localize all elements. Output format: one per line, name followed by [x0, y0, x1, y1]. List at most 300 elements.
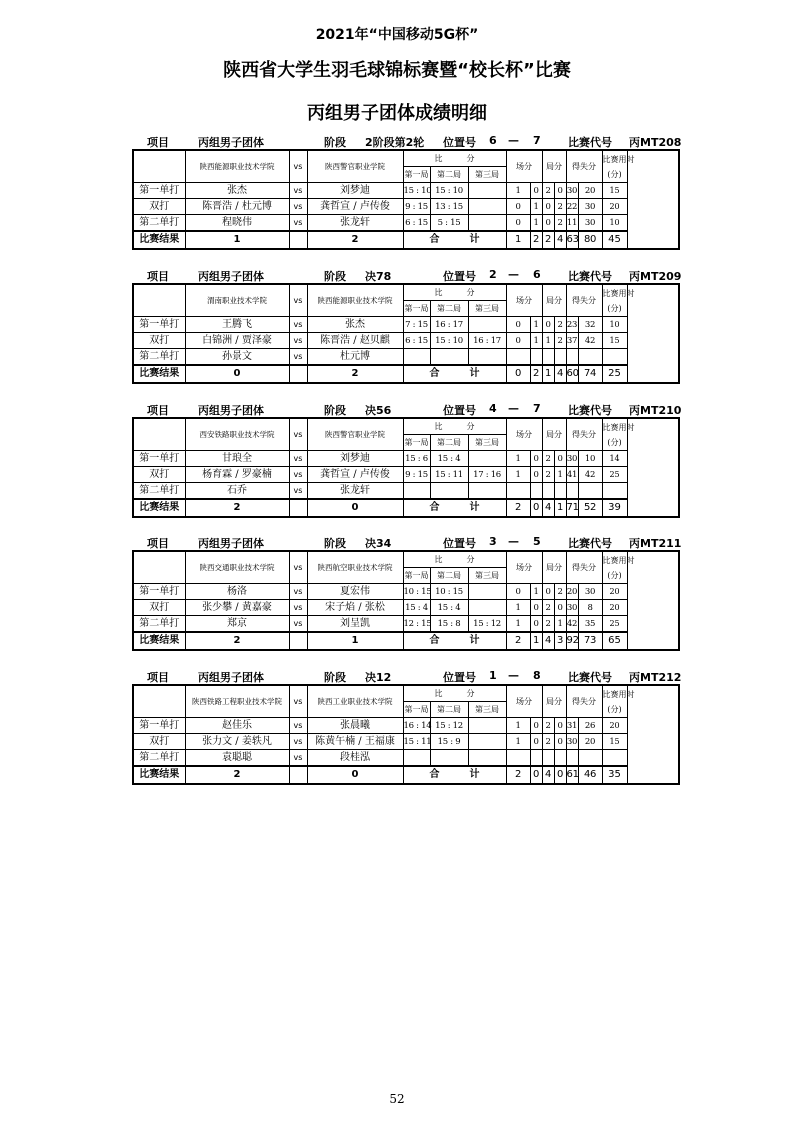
game1-score — [403, 349, 430, 366]
game-points-lost: 0 — [554, 451, 566, 467]
time-header — [602, 685, 635, 718]
match-table — [132, 417, 680, 518]
result-team-b: 0 — [307, 499, 403, 517]
total-time: 65 — [602, 632, 627, 650]
player-b: 陈晋浩 / 赵贝麒 — [307, 333, 403, 349]
total-game-points-won: 4 — [542, 632, 554, 650]
vs-label: vs — [289, 284, 307, 317]
table-row — [133, 215, 679, 232]
time-header-line1: 比赛用时 — [602, 154, 635, 164]
game3-score — [468, 600, 506, 616]
points-won: 30 — [566, 183, 578, 199]
game-points-won — [542, 750, 554, 767]
table-header-row — [133, 551, 679, 568]
row-label: 双打 — [133, 199, 185, 215]
match-code: 丙MT211 — [629, 537, 682, 550]
team-b-name: 陕西工业职业技术学院 — [307, 685, 403, 718]
project-label: 项目 — [147, 537, 169, 550]
match-points-won: 1 — [506, 718, 530, 734]
game2-score — [430, 349, 468, 366]
game-points-lost: 0 — [554, 718, 566, 734]
result-label: 比赛结果 — [133, 231, 185, 249]
time-header-line2: (分) — [607, 303, 622, 313]
position-a: 3 — [489, 535, 497, 548]
match-points-won: 0 — [506, 317, 530, 333]
game1-score: 15 : 10 — [403, 183, 430, 199]
position-b: 8 — [533, 669, 541, 682]
match-points-won: 1 — [506, 467, 530, 483]
result-team-a: 1 — [185, 231, 289, 249]
points-lost: 32 — [578, 317, 602, 333]
game-points-won: 2 — [542, 616, 554, 633]
match-points-won: 1 — [506, 600, 530, 616]
result-row — [133, 766, 679, 784]
result-team-a: 2 — [185, 632, 289, 650]
match-points-lost: 1 — [530, 317, 542, 333]
game1-score: 15 : 6 — [403, 451, 430, 467]
result-spacer — [289, 766, 307, 784]
total-time: 39 — [602, 499, 627, 517]
game1-score: 15 : 4 — [403, 600, 430, 616]
points-lost: 30 — [578, 199, 602, 215]
game-points-won: 0 — [542, 317, 554, 333]
game-points-won — [542, 349, 554, 366]
position-label: 位置号 — [443, 537, 476, 550]
game2-score: 10 : 15 — [430, 584, 468, 600]
match-header — [132, 669, 682, 684]
game3-score: 17 : 16 — [468, 467, 506, 483]
vs-label: vs — [289, 317, 307, 333]
game3-score: 16 : 17 — [468, 333, 506, 349]
stage-value: 决78 — [365, 270, 392, 283]
points-header: 得失分 — [566, 551, 602, 584]
game-points-header: 局分 — [542, 418, 566, 451]
vs-label: vs — [289, 150, 307, 183]
points-won: 42 — [566, 616, 578, 633]
team-b-name: 陕西警官职业学院 — [307, 418, 403, 451]
position-b: 6 — [533, 268, 541, 281]
match-header — [132, 402, 682, 417]
points-won: 37 — [566, 333, 578, 349]
game-points-lost: 2 — [554, 333, 566, 349]
game3-score — [468, 199, 506, 215]
total-match-points-lost: 0 — [530, 766, 542, 784]
vs-label: vs — [289, 451, 307, 467]
position-a: 4 — [489, 402, 497, 415]
position-dash: — — [508, 402, 519, 415]
match-block — [132, 669, 682, 785]
game-points-won: 2 — [542, 467, 554, 483]
total-game-points-won: 4 — [542, 499, 554, 517]
points-won: 23 — [566, 317, 578, 333]
game-points-won: 1 — [542, 333, 554, 349]
game1-score: 16 : 14 — [403, 718, 430, 734]
position-b: 7 — [533, 134, 541, 147]
result-spacer — [289, 231, 307, 249]
total-time: 45 — [602, 231, 627, 249]
player-a: 张杰 — [185, 183, 289, 199]
position-b: 5 — [533, 535, 541, 548]
match-points-lost: 1 — [530, 584, 542, 600]
row-label: 第二单打 — [133, 750, 185, 767]
game2-score: 13 : 15 — [430, 199, 468, 215]
corner-cell — [133, 551, 185, 584]
points-won: 20 — [566, 584, 578, 600]
game-points-won: 0 — [542, 584, 554, 600]
player-a: 袁聪聪 — [185, 750, 289, 767]
player-b: 陈黄午楠 / 王福康 — [307, 734, 403, 750]
points-won: 41 — [566, 467, 578, 483]
game1-header: 第一局 — [403, 167, 430, 183]
game-points-lost: 1 — [554, 616, 566, 633]
total-game-points-won: 1 — [542, 365, 554, 383]
game2-score: 15 : 4 — [430, 600, 468, 616]
match-points-header: 场分 — [506, 418, 542, 451]
game3-header: 第三局 — [468, 301, 506, 317]
player-b: 宋子焰 / 张松 — [307, 600, 403, 616]
game3-score — [468, 215, 506, 232]
position-dash: — — [508, 535, 519, 548]
total-label: 合 计 — [403, 231, 506, 249]
total-label: 合 计 — [403, 632, 506, 650]
match-code: 丙MT208 — [629, 136, 682, 149]
match-code: 丙MT209 — [629, 270, 682, 283]
match-time: 20 — [602, 600, 627, 616]
vs-label: vs — [289, 750, 307, 767]
vs-label: vs — [289, 551, 307, 584]
result-label: 比赛结果 — [133, 632, 185, 650]
player-b: 张龙轩 — [307, 483, 403, 500]
time-header-line1: 比赛用时 — [602, 422, 635, 432]
row-label: 第二单打 — [133, 616, 185, 633]
points-lost — [578, 750, 602, 767]
game1-header: 第一局 — [403, 301, 430, 317]
time-header-line2: (分) — [607, 704, 622, 714]
match-points-lost: 0 — [530, 616, 542, 633]
player-b: 龚哲宣 / 卢传俊 — [307, 467, 403, 483]
score-header: 比 分 — [403, 284, 506, 301]
time-header — [602, 551, 635, 584]
game3-header: 第三局 — [468, 568, 506, 584]
game3-score — [468, 718, 506, 734]
result-spacer — [289, 499, 307, 517]
time-header — [602, 418, 635, 451]
match-points-lost — [530, 349, 542, 366]
player-b: 杜元博 — [307, 349, 403, 366]
game1-score: 15 : 11 — [403, 734, 430, 750]
player-a: 程晓伟 — [185, 215, 289, 232]
match-code-label: 比赛代号 — [568, 136, 612, 149]
match-time: 25 — [602, 467, 627, 483]
table-row — [133, 734, 679, 750]
game1-header: 第一局 — [403, 568, 430, 584]
total-game-points-won: 4 — [542, 766, 554, 784]
team-b-name: 陕西警官职业学院 — [307, 150, 403, 183]
vs-label: vs — [289, 600, 307, 616]
game2-score: 15 : 10 — [430, 333, 468, 349]
points-won: 30 — [566, 600, 578, 616]
match-table — [132, 149, 680, 250]
points-lost: 10 — [578, 451, 602, 467]
result-team-b: 2 — [307, 231, 403, 249]
match-points-won: 0 — [506, 199, 530, 215]
game-points-lost: 0 — [554, 600, 566, 616]
row-label: 第二单打 — [133, 483, 185, 500]
points-lost — [578, 483, 602, 500]
game1-score — [403, 483, 430, 500]
player-a: 张力文 / 姜轶凡 — [185, 734, 289, 750]
game-points-lost: 2 — [554, 215, 566, 232]
match-points-lost: 1 — [530, 199, 542, 215]
player-a: 王腾飞 — [185, 317, 289, 333]
vs-label: vs — [289, 483, 307, 500]
game3-score — [468, 584, 506, 600]
game-points-lost: 0 — [554, 734, 566, 750]
match-points-lost: 1 — [530, 215, 542, 232]
match-points-header: 场分 — [506, 685, 542, 718]
stage-value: 决56 — [365, 404, 392, 417]
points-lost: 30 — [578, 215, 602, 232]
page-number: 52 — [389, 1092, 405, 1106]
result-row — [133, 231, 679, 249]
game3-score — [468, 349, 506, 366]
vs-label: vs — [289, 418, 307, 451]
points-won: 30 — [566, 734, 578, 750]
row-label: 第二单打 — [133, 215, 185, 232]
match-time: 14 — [602, 451, 627, 467]
corner-cell — [133, 150, 185, 183]
total-game-points-won: 2 — [542, 231, 554, 249]
vs-label: vs — [289, 199, 307, 215]
project-name: 丙组男子团体 — [198, 671, 264, 684]
game3-score — [468, 317, 506, 333]
points-lost: 35 — [578, 616, 602, 633]
match-points-won — [506, 750, 530, 767]
match-code: 丙MT210 — [629, 404, 682, 417]
points-header: 得失分 — [566, 685, 602, 718]
game3-score — [468, 183, 506, 199]
match-table — [132, 684, 680, 785]
game1-score: 9 : 15 — [403, 467, 430, 483]
total-match-points-lost: 2 — [530, 231, 542, 249]
match-block — [132, 134, 682, 250]
game2-score — [430, 483, 468, 500]
match-time: 20 — [602, 718, 627, 734]
game-points-header: 局分 — [542, 685, 566, 718]
game-points-header: 局分 — [542, 551, 566, 584]
position-a: 6 — [489, 134, 497, 147]
points-won — [566, 750, 578, 767]
total-points-lost: 52 — [578, 499, 602, 517]
points-header: 得失分 — [566, 150, 602, 183]
tournament-title: 陕西省大学生羽毛球锦标赛暨“校长杯”比赛 — [223, 60, 571, 81]
total-match-points-won: 2 — [506, 499, 530, 517]
result-row — [133, 499, 679, 517]
total-points-lost: 80 — [578, 231, 602, 249]
score-header: 比 分 — [403, 150, 506, 167]
table-row — [133, 467, 679, 483]
points-lost: 30 — [578, 584, 602, 600]
table-row — [133, 183, 679, 199]
player-b: 段桂泓 — [307, 750, 403, 767]
project-label: 项目 — [147, 136, 169, 149]
table-row — [133, 584, 679, 600]
points-lost — [578, 349, 602, 366]
position-dash: — — [508, 268, 519, 281]
game2-header: 第二局 — [430, 435, 468, 451]
game-points-lost — [554, 349, 566, 366]
game2-score: 15 : 9 — [430, 734, 468, 750]
table-header-row — [133, 284, 679, 301]
match-points-won: 0 — [506, 333, 530, 349]
table-row — [133, 750, 679, 767]
total-match-points-lost: 1 — [530, 632, 542, 650]
time-header-line2: (分) — [607, 570, 622, 580]
match-points-won — [506, 349, 530, 366]
table-row — [133, 199, 679, 215]
match-time: 10 — [602, 215, 627, 232]
game-points-header: 局分 — [542, 284, 566, 317]
match-time: 20 — [602, 199, 627, 215]
game-points-won: 2 — [542, 734, 554, 750]
game-points-lost: 2 — [554, 317, 566, 333]
corner-cell — [133, 685, 185, 718]
position-label: 位置号 — [443, 404, 476, 417]
game2-score: 15 : 4 — [430, 451, 468, 467]
match-header — [132, 268, 682, 283]
match-points-lost — [530, 750, 542, 767]
table-row — [133, 600, 679, 616]
total-match-points-won: 2 — [506, 632, 530, 650]
player-b: 夏宏伟 — [307, 584, 403, 600]
points-header: 得失分 — [566, 284, 602, 317]
match-points-lost: 0 — [530, 451, 542, 467]
total-match-points-won: 1 — [506, 231, 530, 249]
team-b-name: 陕西航空职业技术学院 — [307, 551, 403, 584]
vs-label: vs — [289, 685, 307, 718]
table-row — [133, 451, 679, 467]
player-a: 白锦洲 / 贾泽豪 — [185, 333, 289, 349]
vs-label: vs — [289, 718, 307, 734]
time-header-line2: (分) — [607, 169, 622, 179]
result-spacer — [289, 632, 307, 650]
points-won: 11 — [566, 215, 578, 232]
total-time: 35 — [602, 766, 627, 784]
total-points-lost: 74 — [578, 365, 602, 383]
score-header: 比 分 — [403, 551, 506, 568]
project-label: 项目 — [147, 404, 169, 417]
position-dash: — — [508, 134, 519, 147]
game-points-won: 2 — [542, 451, 554, 467]
total-points-won: 92 — [566, 632, 578, 650]
match-points-header: 场分 — [506, 150, 542, 183]
team-b-name: 陕西能源职业技术学院 — [307, 284, 403, 317]
match-time — [602, 349, 627, 366]
match-points-lost — [530, 483, 542, 500]
total-game-points-lost: 3 — [554, 632, 566, 650]
match-points-won: 1 — [506, 451, 530, 467]
position-dash: — — [508, 669, 519, 682]
stage-label: 阶段 — [324, 270, 346, 283]
game-points-won: 0 — [542, 215, 554, 232]
stage-label: 阶段 — [324, 404, 346, 417]
result-label: 比赛结果 — [133, 365, 185, 383]
player-a: 甘琅全 — [185, 451, 289, 467]
time-header — [602, 150, 635, 183]
stage-label: 阶段 — [324, 136, 346, 149]
project-label: 项目 — [147, 671, 169, 684]
table-row — [133, 317, 679, 333]
match-time: 15 — [602, 734, 627, 750]
points-lost: 20 — [578, 734, 602, 750]
result-label: 比赛结果 — [133, 499, 185, 517]
game2-score: 15 : 8 — [430, 616, 468, 633]
game-points-won: 2 — [542, 183, 554, 199]
match-points-won: 0 — [506, 584, 530, 600]
game-points-lost: 0 — [554, 183, 566, 199]
total-match-points-lost: 0 — [530, 499, 542, 517]
row-label: 第二单打 — [133, 349, 185, 366]
game3-header: 第三局 — [468, 702, 506, 718]
total-points-won: 60 — [566, 365, 578, 383]
match-points-won — [506, 483, 530, 500]
player-b: 刘梦迪 — [307, 451, 403, 467]
game1-score — [403, 750, 430, 767]
game-points-lost — [554, 483, 566, 500]
match-points-lost: 0 — [530, 718, 542, 734]
time-header-line1: 比赛用时 — [602, 555, 635, 565]
player-a: 郑京 — [185, 616, 289, 633]
table-header-row — [133, 418, 679, 435]
game3-header: 第三局 — [468, 167, 506, 183]
match-points-lost: 0 — [530, 600, 542, 616]
time-header — [602, 284, 635, 317]
player-a: 杨洛 — [185, 584, 289, 600]
points-lost: 26 — [578, 718, 602, 734]
total-match-points-won: 2 — [506, 766, 530, 784]
vs-label: vs — [289, 183, 307, 199]
player-b: 龚哲宣 / 卢传俊 — [307, 199, 403, 215]
game3-header: 第三局 — [468, 435, 506, 451]
match-time: 20 — [602, 584, 627, 600]
table-row — [133, 333, 679, 349]
total-label: 合 计 — [403, 365, 506, 383]
row-label: 第一单打 — [133, 183, 185, 199]
stage-value: 2阶段第2轮 — [365, 136, 425, 149]
match-time: 15 — [602, 333, 627, 349]
table-header-row — [133, 685, 679, 702]
match-time: 25 — [602, 616, 627, 633]
match-header — [132, 134, 682, 149]
vs-label: vs — [289, 333, 307, 349]
match-points-won: 1 — [506, 616, 530, 633]
stage-value: 决34 — [365, 537, 392, 550]
points-lost: 42 — [578, 333, 602, 349]
vs-label: vs — [289, 584, 307, 600]
result-team-a: 0 — [185, 365, 289, 383]
match-code: 丙MT212 — [629, 671, 682, 684]
total-game-points-lost: 0 — [554, 766, 566, 784]
time-header-line2: (分) — [607, 437, 622, 447]
player-b: 张晨曦 — [307, 718, 403, 734]
game3-score: 15 : 12 — [468, 616, 506, 633]
row-label: 第一单打 — [133, 718, 185, 734]
game1-score: 10 : 15 — [403, 584, 430, 600]
points-lost: 20 — [578, 183, 602, 199]
match-points-header: 场分 — [506, 284, 542, 317]
game-points-won: 0 — [542, 199, 554, 215]
team-a-name: 渭南职业技术学院 — [185, 284, 289, 317]
